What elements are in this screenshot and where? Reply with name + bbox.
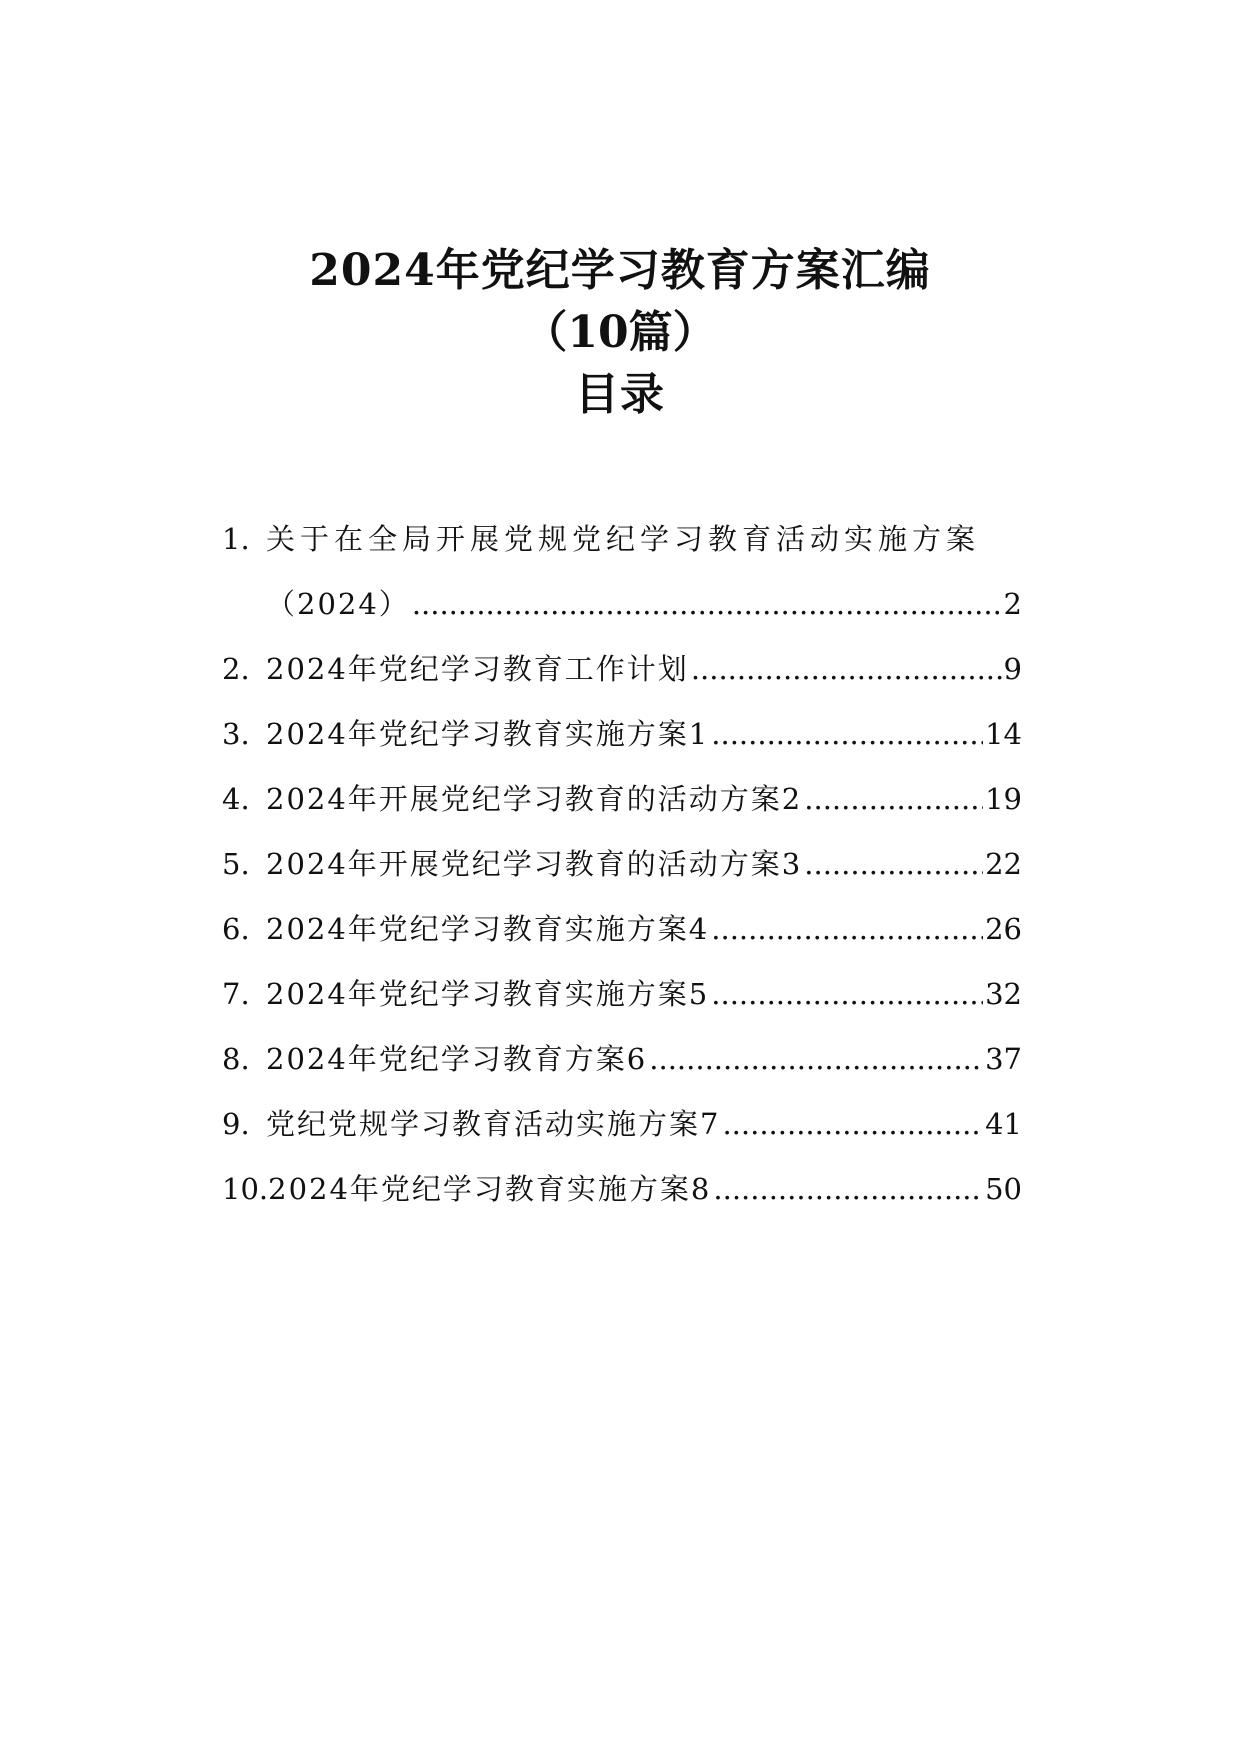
toc-entry-number: 7. xyxy=(222,977,250,1011)
toc-entry-title: 2024年党纪学习教育方案6 xyxy=(266,1042,648,1076)
document-title: 2024年党纪学习教育方案汇编 xyxy=(309,245,931,296)
toc-entry-5[interactable] xyxy=(222,832,1022,897)
toc-entry-page: 9 xyxy=(1003,652,1022,686)
toc-entry-6[interactable] xyxy=(222,897,1022,962)
toc-leader-dots xyxy=(722,1092,983,1157)
toc-entry-3[interactable] xyxy=(222,702,1022,767)
toc-entry-page: 22 xyxy=(985,847,1022,881)
toc-leader-dots xyxy=(713,1157,983,1222)
table-of-contents xyxy=(222,507,1022,1222)
toc-entry-number: 1. xyxy=(222,522,250,556)
toc-entry-page: 19 xyxy=(985,782,1022,816)
toc-heading: 目录 xyxy=(575,369,665,420)
toc-entry-title: 2024年党纪学习教育实施方案1 xyxy=(266,717,710,751)
toc-entry-page: 26 xyxy=(985,912,1022,946)
toc-leader-dots xyxy=(804,832,983,897)
toc-leader-dots xyxy=(711,962,983,1027)
document-subtitle: （10篇） xyxy=(523,307,717,358)
toc-leader-dots xyxy=(804,767,983,832)
toc-entry-page: 32 xyxy=(985,977,1022,1011)
toc-entry-page: 37 xyxy=(985,1042,1022,1076)
toc-entry-title: 党纪党规学习教育活动实施方案7 xyxy=(266,1107,721,1141)
toc-leader-dots xyxy=(412,572,1002,637)
toc-entry-page: 14 xyxy=(985,717,1022,751)
toc-entry-number: 2. xyxy=(222,652,250,686)
toc-entry-number: 6. xyxy=(222,912,250,946)
toc-entry-number: 4. xyxy=(222,782,250,816)
toc-entry-title: 2024年党纪学习教育工作计划 xyxy=(266,652,689,686)
toc-leader-dots xyxy=(649,1027,983,1092)
toc-entry-1-line-2[interactable] xyxy=(222,572,1022,637)
toc-leader-dots xyxy=(711,702,983,767)
toc-entry-title: 2024年开展党纪学习教育的活动方案3 xyxy=(266,847,803,881)
toc-entry-2[interactable] xyxy=(222,637,1022,702)
title-block xyxy=(0,240,1240,426)
toc-entry-page: 41 xyxy=(985,1107,1022,1141)
toc-entry-number: 10. xyxy=(222,1172,269,1206)
toc-entry-title: 2024年党纪学习教育实施方案4 xyxy=(266,912,710,946)
toc-entry-10[interactable] xyxy=(222,1157,1022,1222)
toc-leader-dots xyxy=(711,897,983,962)
toc-entry-title: 2024年党纪学习教育实施方案5 xyxy=(266,977,710,1011)
toc-entry-number: 8. xyxy=(222,1042,250,1076)
toc-entry-title-continuation: （2024） xyxy=(266,587,410,621)
toc-entry-number: 5. xyxy=(222,847,250,881)
toc-entry-title: 关于在全局开展党规党纪学习教育活动实施方案 xyxy=(266,522,981,556)
toc-entry-4[interactable] xyxy=(222,767,1022,832)
toc-entry-title: 2024年党纪学习教育实施方案8 xyxy=(268,1172,712,1206)
toc-entry-1-line-1[interactable] xyxy=(222,507,1022,572)
toc-leader-dots xyxy=(691,637,1002,702)
toc-entry-9[interactable] xyxy=(222,1092,1022,1157)
toc-entry-page: 50 xyxy=(985,1172,1022,1206)
toc-entry-8[interactable] xyxy=(222,1027,1022,1092)
toc-entry-page: 2 xyxy=(1003,587,1022,621)
toc-entry-title: 2024年开展党纪学习教育的活动方案2 xyxy=(266,782,803,816)
toc-entry-number: 3. xyxy=(222,717,250,751)
toc-entry-number: 9. xyxy=(222,1107,250,1141)
toc-entry-7[interactable] xyxy=(222,962,1022,1027)
